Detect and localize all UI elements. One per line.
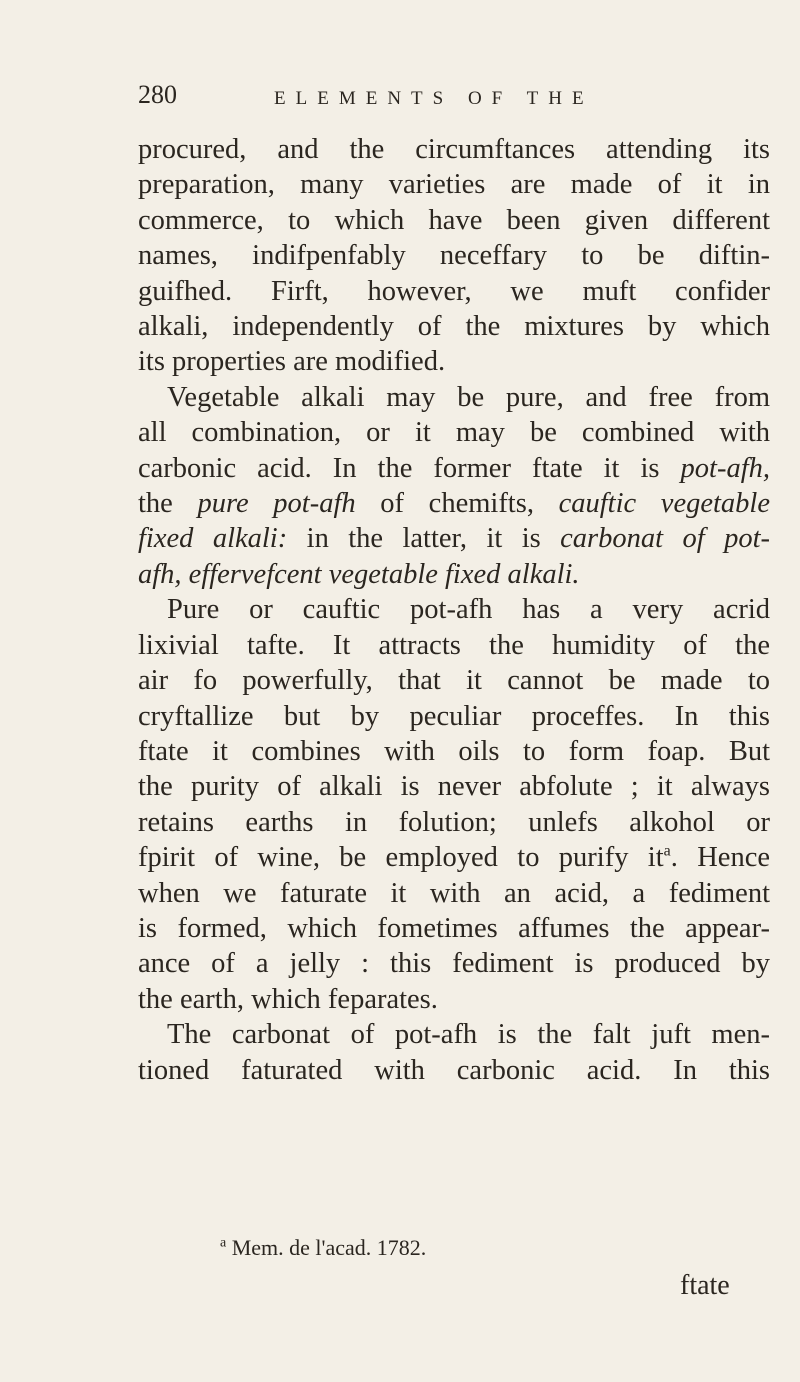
catchword: ftate: [680, 1270, 730, 1301]
footnote-marker: a: [220, 1235, 227, 1251]
text-line: Vegetable alkali may be pure, and free from: [167, 381, 770, 413]
footnote-text: Mem. de l'acad. 1782.: [226, 1235, 427, 1260]
footnote: [220, 1235, 426, 1261]
text-run: fpirit of wine, be employed to purify it: [138, 842, 664, 874]
text-line: ftate it combines with oils to form foap. But: [138, 735, 770, 767]
text-run: carbonic acid. In the former ftate it is: [138, 452, 681, 484]
text-line: preparation, many varieties are made of it in: [138, 169, 770, 201]
text-line: the earth, which feparates.: [138, 983, 438, 1015]
text-line: afh, effervefcent vegetable fixed alkali.: [138, 558, 580, 590]
text-line: Pure or cauftic pot-afh has a very acrid: [167, 594, 770, 626]
italic-term: cauftic vegetable: [558, 488, 770, 520]
text-line: tioned faturated with carbonic acid. In this: [138, 1054, 770, 1086]
text-run: . Hence: [670, 842, 770, 874]
italic-term: pure pot-afh: [197, 488, 356, 520]
running-head: ELEMENTS OF THE: [274, 88, 594, 109]
text-line: its properties are modified.: [138, 346, 446, 378]
text-line: [138, 486, 770, 521]
page-header: [138, 82, 760, 122]
text-run: of chemifts,: [355, 488, 559, 520]
text-line: the purity of alkali is never abfolute ; it always: [138, 771, 770, 803]
text-line: retains earths in folution; unlefs alkohol or: [138, 806, 770, 838]
italic-term: carbonat of pot-: [560, 523, 770, 555]
text-line: names, indifpenfably neceffary to be diftin-: [138, 240, 770, 272]
italic-term: pot-afh,: [680, 452, 770, 484]
body-text: [138, 132, 770, 1088]
text-line: guifhed. Firft, however, we muft confider: [138, 275, 770, 307]
text-line: The carbonat of pot-afh is the falt juft men-: [167, 1019, 770, 1051]
footnote-marker: a: [663, 842, 671, 860]
page-number: 280: [138, 80, 177, 109]
text-line: is formed, which fometimes affumes the appear-: [138, 912, 770, 944]
text-line: [138, 840, 770, 875]
text-line: ance of a jelly : this fediment is produced by: [138, 948, 770, 980]
text-line: when we faturate it with an acid, a fediment: [138, 877, 770, 909]
text-run: in the latter, it is: [287, 523, 561, 555]
text-line: lixivial tafte. It attracts the humidity of the: [138, 629, 770, 661]
text-run: the: [138, 488, 198, 520]
text-line: air fo powerfully, that it cannot be made to: [138, 665, 770, 697]
text-line: commerce, to which have been given different: [138, 204, 770, 236]
text-line: all combination, or it may be combined with: [138, 417, 770, 449]
text-line: [138, 451, 770, 486]
text-line: alkali, independently of the mixtures by which: [138, 311, 770, 343]
text-line: [138, 521, 770, 556]
text-line: cryftallize but by peculiar proceffes. In this: [138, 700, 770, 732]
italic-term: fixed alkali:: [138, 523, 288, 555]
text-line: procured, and the circumftances attending its: [138, 134, 770, 165]
